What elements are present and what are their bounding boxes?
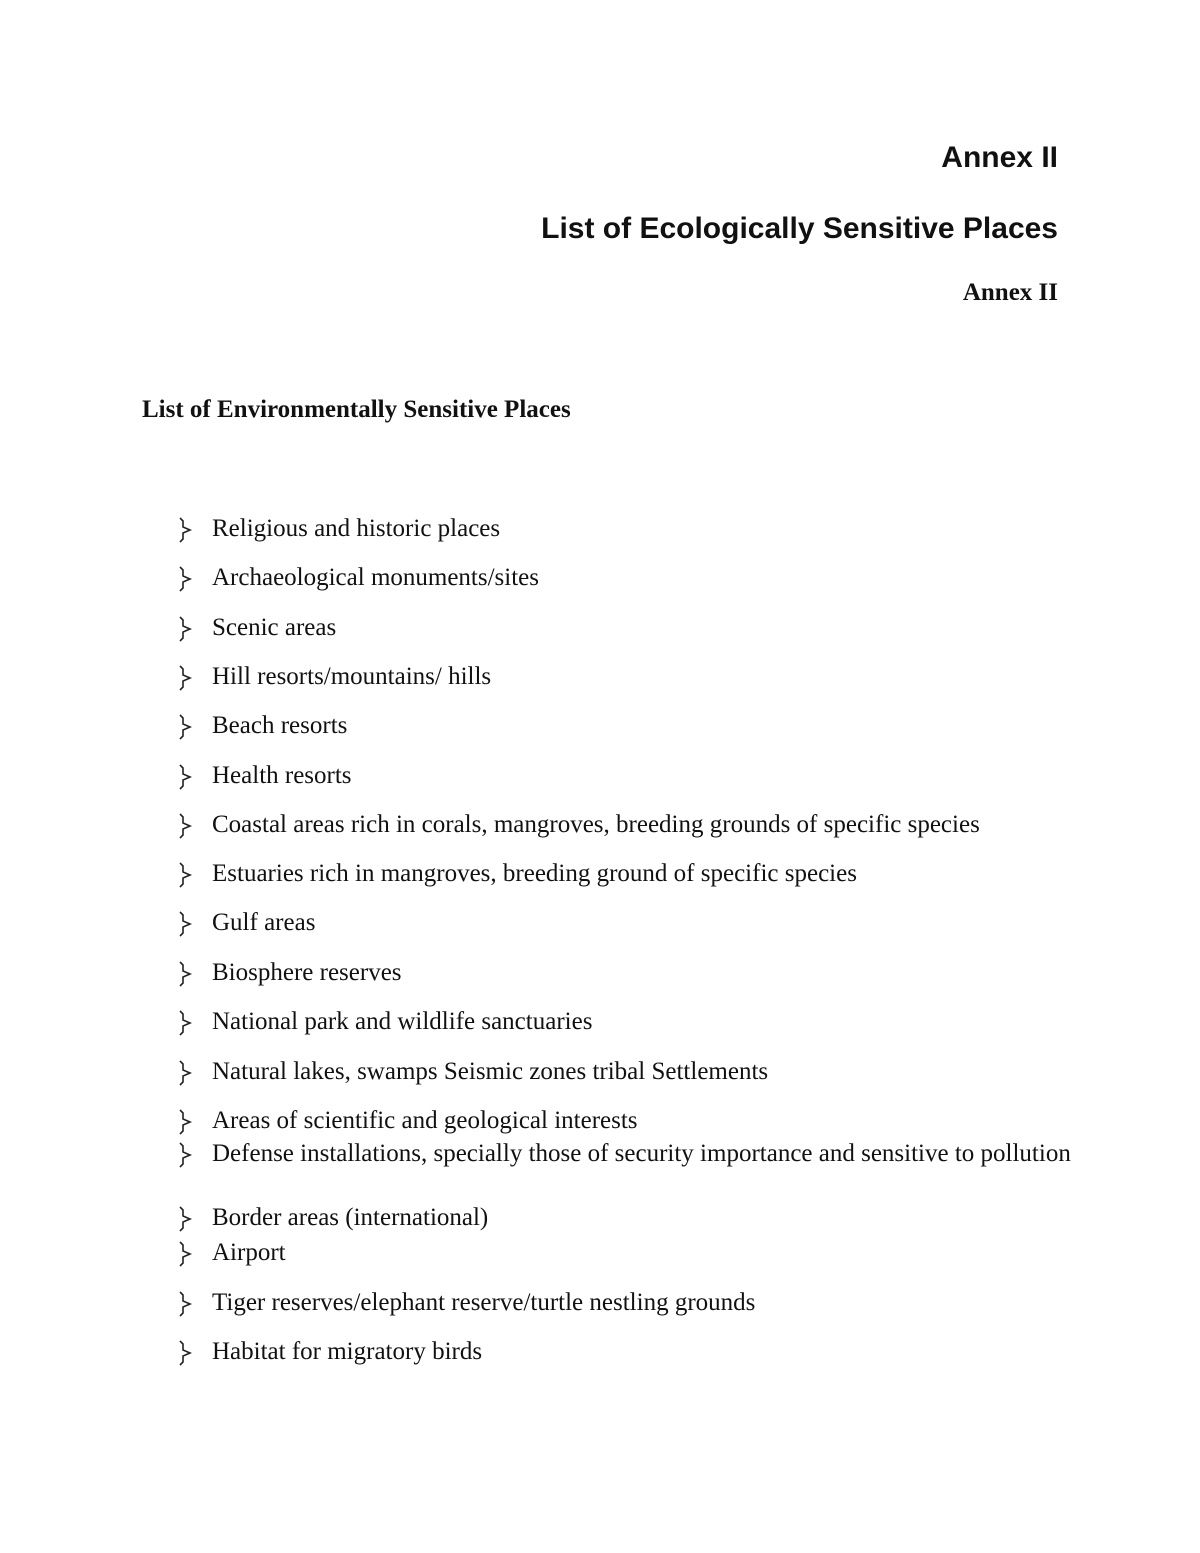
list-item — [176, 1336, 1076, 1368]
bracket-arrow-icon — [176, 961, 194, 987]
list-item-text: National park and wildlife sanctuaries — [212, 1008, 593, 1035]
list-item-text: Scenic areas — [212, 614, 337, 641]
list-item-text: Coastal areas rich in corals, mangroves, breeding grounds of specific species — [212, 811, 980, 838]
bracket-arrow-icon — [176, 1340, 194, 1366]
list-item-text: Estuaries rich in mangroves, breeding ground of specific species — [212, 860, 857, 887]
list-item — [176, 513, 1076, 545]
list-item — [176, 661, 1076, 693]
list-item — [176, 1056, 1076, 1088]
list-item-text: Defense installations, specially those of security importance and sensitive to pollution — [212, 1140, 1071, 1167]
list-item — [176, 907, 1076, 939]
list-item-text: Biosphere reserves — [212, 959, 402, 986]
list-item — [176, 1202, 1076, 1234]
list-item — [176, 760, 1076, 792]
list-item — [176, 957, 1076, 989]
list-item-text: Gulf areas — [212, 909, 316, 936]
list-item-text: Natural lakes, swamps Seismic zones tribal Settlements — [212, 1058, 769, 1085]
list-item — [176, 562, 1076, 594]
bracket-arrow-icon — [176, 813, 194, 839]
list-item-text: Habitat for migratory birds — [212, 1338, 483, 1365]
bracket-arrow-icon — [176, 911, 194, 937]
bracket-arrow-icon — [176, 616, 194, 642]
list-item-text: Border areas (international) — [212, 1204, 489, 1231]
bracket-arrow-icon — [176, 1241, 194, 1267]
list-item-text: Beach resorts — [212, 712, 348, 739]
bracket-arrow-icon — [176, 862, 194, 888]
list-item — [176, 1006, 1076, 1038]
bracket-arrow-icon — [176, 764, 194, 790]
bracket-arrow-icon — [176, 714, 194, 740]
annex-title: Annex II — [941, 141, 1058, 174]
bracket-arrow-icon — [176, 1010, 194, 1036]
list-item-text: Health resorts — [212, 762, 352, 789]
list-item-text: Religious and historic places — [212, 515, 501, 542]
list-item-text: Archaeological monuments/sites — [212, 564, 540, 591]
bracket-arrow-icon — [176, 1206, 194, 1232]
bracket-arrow-icon — [176, 1142, 194, 1168]
list-item — [176, 809, 1076, 841]
page-title: List of Ecologically Sensitive Places — [541, 212, 1058, 245]
list-item — [176, 858, 1076, 890]
list-item — [176, 612, 1076, 644]
list-item — [176, 1287, 1076, 1319]
bracket-arrow-icon — [176, 1060, 194, 1086]
bracket-arrow-icon — [176, 1109, 194, 1135]
list-item-text: Hill resorts/mountains/ hills — [212, 663, 492, 690]
annex-subtitle: Annex II — [962, 279, 1058, 306]
list-item-text: Airport — [212, 1239, 286, 1266]
bracket-arrow-icon — [176, 517, 194, 543]
bracket-arrow-icon — [176, 665, 194, 691]
list-item — [176, 1105, 1076, 1137]
section-title: List of Environmentally Sensitive Places — [142, 396, 571, 423]
list-item — [176, 710, 1076, 742]
bracket-arrow-icon — [176, 1291, 194, 1317]
bracket-arrow-icon — [176, 566, 194, 592]
list-item-text: Areas of scientific and geological interests — [212, 1107, 638, 1134]
list-item-text: Tiger reserves/elephant reserve/turtle nestling grounds — [212, 1289, 756, 1316]
list-item — [176, 1138, 1076, 1170]
list-item — [176, 1237, 1076, 1269]
